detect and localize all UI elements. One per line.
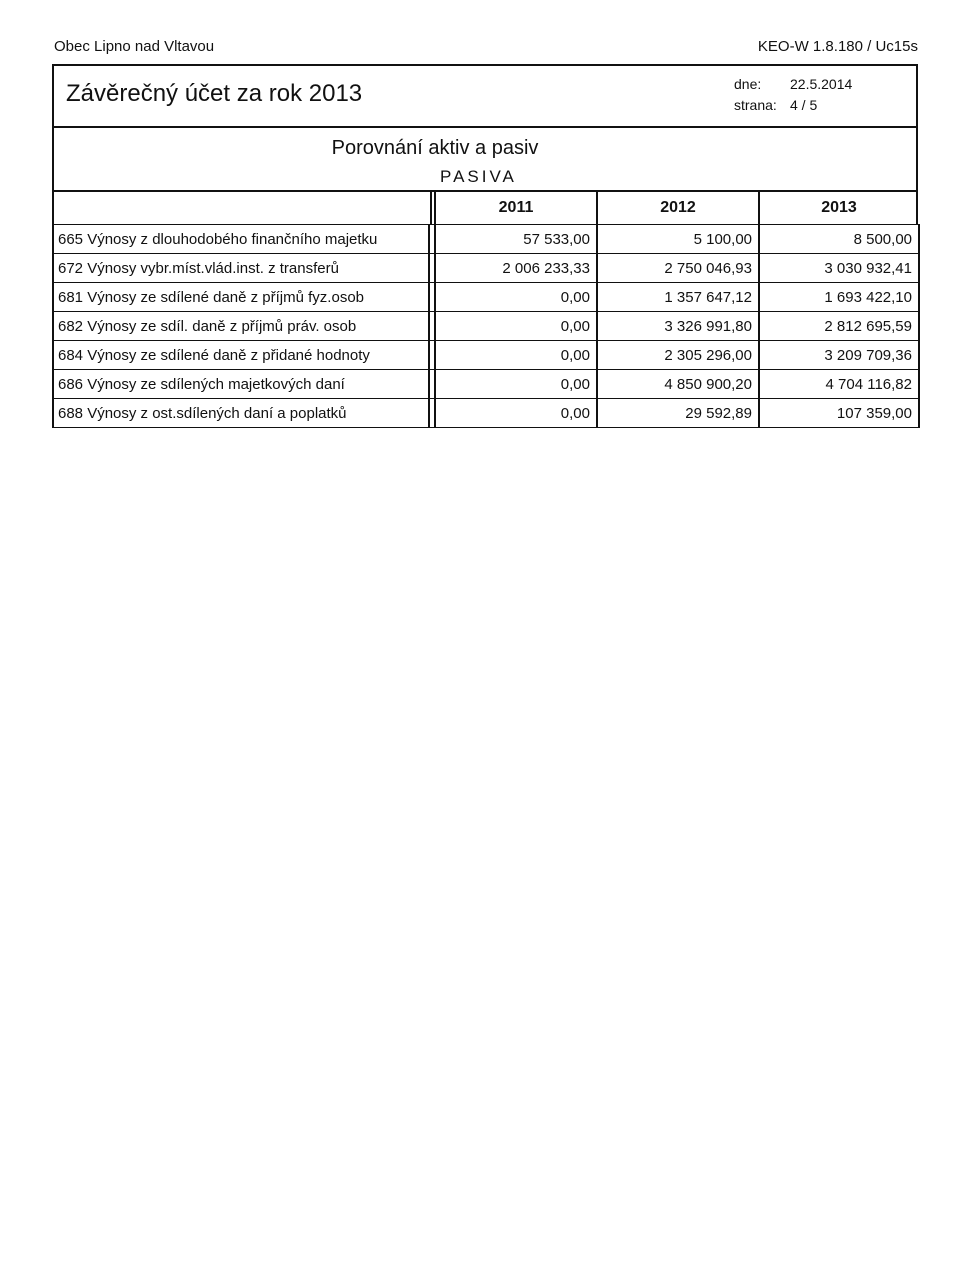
system-code: KEO-W 1.8.180 / Uc15s: [757, 38, 918, 55]
value-2012: 1 357 647,12: [597, 283, 759, 312]
row-label: 682 Výnosy ze sdíl. daně z příjmů práv. osob: [53, 312, 429, 341]
value-2011: 57 533,00: [435, 225, 597, 254]
value-2013: 1 693 422,10: [759, 283, 919, 312]
row-label: 665 Výnosy z dlouhodobého finančního majetku: [53, 225, 429, 254]
divider: [430, 192, 432, 224]
value-2011: 0,00: [435, 370, 597, 399]
report-header: [52, 64, 918, 126]
value-2012: 2 750 046,93: [597, 254, 759, 283]
row-label: 681 Výnosy ze sdílené daně z příjmů fyz.osob: [53, 283, 429, 312]
section-subtitle: Porovnání aktiv a pasiv: [331, 137, 539, 159]
organization-name: Obec Lipno nad Vltavou: [54, 38, 215, 55]
value-2013: 2 812 695,59: [759, 312, 919, 341]
value-2011: 0,00: [435, 341, 597, 370]
value-2011: 0,00: [435, 399, 597, 428]
column-header-2013: 2013: [821, 199, 857, 216]
table-row: [53, 341, 919, 370]
table-row: [53, 399, 919, 428]
value-2011: 0,00: [435, 283, 597, 312]
year-header-row: [52, 190, 918, 224]
page-label: strana:: [734, 97, 777, 113]
value-2013: 3 030 932,41: [759, 254, 919, 283]
row-label: 684 Výnosy ze sdílené daně z přidané hodnoty: [53, 341, 429, 370]
value-2013: 3 209 709,36: [759, 341, 919, 370]
value-2012: 5 100,00: [597, 225, 759, 254]
document-meta: [734, 74, 852, 116]
row-label: 672 Výnosy vybr.míst.vlád.inst. z transferů: [53, 254, 429, 283]
date-line: [734, 74, 852, 95]
liabilities-table: [52, 224, 920, 428]
section-label: PASIVA: [440, 167, 517, 186]
value-2013: 4 704 116,82: [759, 370, 919, 399]
column-header-2011: 2011: [498, 199, 534, 216]
column-header-2012: 2012: [660, 199, 696, 216]
table-row: [53, 225, 919, 254]
table-row: [53, 370, 919, 399]
date-value: 22.5.2014: [790, 76, 853, 92]
date-label: dne:: [734, 76, 762, 92]
value-2012: 4 850 900,20: [597, 370, 759, 399]
value-2013: 107 359,00: [759, 399, 919, 428]
value-2013: 8 500,00: [759, 225, 919, 254]
document-title: Závěrečný účet za rok 2013: [66, 80, 363, 107]
subtitle-box: [52, 126, 918, 168]
row-label: 686 Výnosy ze sdílených majetkových daní: [53, 370, 429, 399]
value-2012: 3 326 991,80: [597, 312, 759, 341]
value-2012: 2 305 296,00: [597, 341, 759, 370]
value-2011: 0,00: [435, 312, 597, 341]
table-row: [53, 312, 919, 341]
value-2011: 2 006 233,33: [435, 254, 597, 283]
page-line: [734, 95, 852, 116]
row-label: 688 Výnosy z ost.sdílených daní a poplatků: [53, 399, 429, 428]
value-2012: 29 592,89: [597, 399, 759, 428]
table-row: [53, 254, 919, 283]
table-row: [53, 283, 919, 312]
page-value: 4 / 5: [790, 97, 818, 113]
